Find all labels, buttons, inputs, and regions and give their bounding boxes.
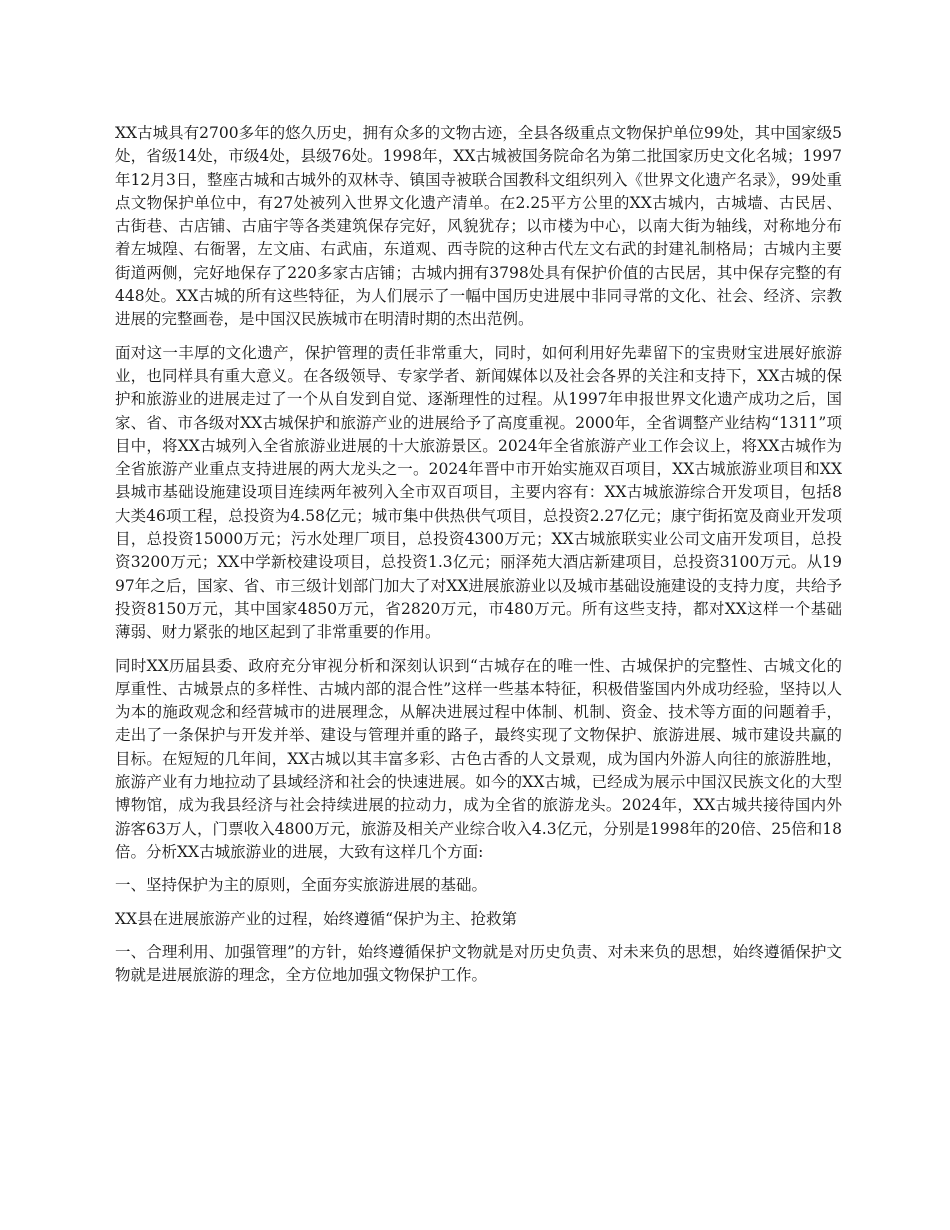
document-body <box>115 122 842 997</box>
paragraph-development-results: 同时XX历届县委、政府充分审视分析和深刻认识到“古城存在的唯一性、古城保护的完整性、古城文化的厚重性、古城景点的多样性、古城内部的混合性”这样一些基本特征，积极借鉴国内外成功经验，坚持以人为本的施政观念和经营城市的进展理念，从解决进展过程中体制、机制、资金、技术等方面的问题着手，走出了一条保护与开发并举、建设与管理并重的路子，最终实现了文物保护、旅游进展、城市建设共赢的目标。在短短的几年间，XX古城以其丰富多彩、古色古香的人文景观，成为国内外游人向往的旅游胜地，旅游产业有力地拉动了县域经济和社会的快速进展。如今的XX古城，已经成为展示中国汉民族文化的大型博物馆，成为我县经济与社会持续进展的拉动力，成为全省的旅游龙头。2024年，XX古城共接待国内外游客63万人，门票收入4800万元，旅游及相关产业综合收入4.3亿元，分别是1998年的20倍、25倍和18倍。分析XX古城旅游业的进展，大致有这样几个方面: <box>115 656 842 861</box>
paragraph-principle-detail: 一、合理利用、加强管理”的方针，始终遵循保护文物就是对历史负责、对未来负的思想，始终遵循保护文物就是进展旅游的理念，全方位地加强文物保护工作。 <box>115 942 842 985</box>
paragraph-history: XX古城具有2700多年的悠久历史，拥有众多的文物古迹，全县各级重点文物保护单位99处，其中国家级5处，省级14处，市级4处，县级76处。1998年，XX古城被国务院命名为第二批国家历史文化名城；1997年12月3日，整座古城和古城外的双林寺、镇国寺被联合国教科文组织列入《世界文化遗产名录》，99处重点文物保护单位中，有27处被列入世界文化遗产清单。在2.25平方公里的XX古城内，古城墙、古民居、古街巷、古店铺、古庙宇等各类建筑保存完好，风貌犹存；以市楼为中心，以南大街为轴线，对称地分布着左城隍、右衙署，左文庙、右武庙，东道观、西寺院的这种古代左文右武的封建礼制格局；古城内主要街道两侧，完好地保存了220多家古店铺；古城内拥有3798处具有保护价值的古民居，其中保存完整的有448处。XX古城的所有这些特征，为人们展示了一幅中国历史进展中非同寻常的文化、社会、经济、宗教进展的完整画卷，是中国汉民族城市在明清时期的杰出范例。 <box>115 124 842 329</box>
section-heading-one: 一、坚持保护为主的原则，全面夯实旅游进展的基础。 <box>115 876 488 895</box>
paragraph-protection-investment: 面对这一丰厚的文化遗产，保护管理的责任非常重大，同时，如何利用好先辈留下的宝贵财宝进展好旅游业，也同样具有重大意义。在各级领导、专家学者、新闻媒体以及社会各界的关注和支持下，XX古城的保护和旅游业的进展走过了一个从自发到自觉、逐渐理性的过程。从1997年申报世界文化遗产成功之后，国家、省、市各级对XX古城保护和旅游产业的进展给予了高度重视。2000年，全省调整产业结构“1311”项目中，将XX古城列入全省旅游业进展的十大旅游景区。2024年全省旅游产业工作会议上，将XX古城作为全省旅游产业重点支持进展的两大龙头之一。2024年晋中市开始实施双百项目，XX古城旅游业项目和XX县城市基础设施建设项目连续两年被列入全市双百项目，主要内容有：XX古城旅游综合开发项目，包括8大类46项工程，总投资为4.58亿元；城市集中供热供气项目，总投资2.27亿元；康宁街拓宽及商业开发项目，总投资15000万元；污水处理厂项目，总投资4300万元；XX古城旅联实业公司文庙开发项目，总投资3200万元；XX中学新校建设项目，总投资1.3亿元；丽泽苑大酒店新建项目，总投资3100万元。从1997年之后，国家、省、市三级计划部门加大了对XX进展旅游业以及城市基础设施建设的支持力度，共给予投资8150万元，其中国家4850万元，省2820万元，市480万元。所有这些支持，都对XX这样一个基础薄弱、财力紧张的地区起到了非常重要的作用。 <box>115 343 842 642</box>
paragraph-principle-intro: XX县在进展旅游产业的过程，始终遵循“保护为主、抢救第 <box>115 909 517 928</box>
